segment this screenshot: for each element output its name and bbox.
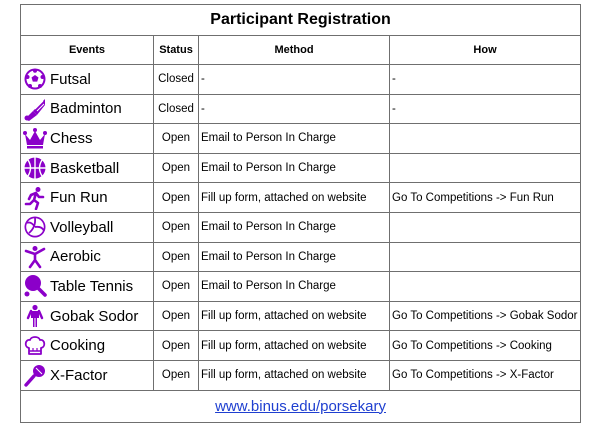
website-link[interactable]: www.binus.edu/porsekary	[215, 397, 386, 415]
status-cell: Open	[154, 183, 199, 213]
event-name: Aerobic	[50, 248, 101, 266]
volleyball-icon	[22, 214, 48, 240]
status-cell: Open	[154, 153, 199, 183]
event-name: Basketball	[50, 159, 120, 177]
event-name: Badminton	[50, 100, 122, 118]
event-name: Volleyball	[50, 218, 114, 236]
microphone-icon	[22, 362, 48, 388]
method-cell: Email to Person In Charge	[199, 242, 390, 272]
registration-sheet	[20, 4, 580, 423]
status-cell: Closed	[154, 65, 199, 95]
how-cell	[390, 212, 581, 242]
basketball-icon	[22, 155, 48, 181]
method-cell: Email to Person In Charge	[199, 212, 390, 242]
table-row	[21, 124, 581, 154]
status-cell: Open	[154, 360, 199, 390]
method-cell: -	[199, 94, 390, 124]
how-cell: Go To Competitions -> X-Factor	[390, 360, 581, 390]
how-cell: -	[390, 65, 581, 95]
event-cell	[21, 153, 154, 183]
aerobic-figure-icon	[22, 244, 48, 270]
crown-icon	[22, 125, 48, 151]
status-cell: Open	[154, 242, 199, 272]
event-name: X-Factor	[50, 366, 108, 384]
table-row	[21, 301, 581, 331]
table-row	[21, 360, 581, 390]
event-name: Chess	[50, 129, 93, 147]
event-name: Cooking	[50, 337, 106, 355]
event-cell	[21, 94, 154, 124]
how-cell	[390, 124, 581, 154]
table-row	[21, 65, 581, 95]
runner-icon	[22, 185, 48, 211]
event-cell	[21, 301, 154, 331]
method-cell: Email to Person In Charge	[199, 124, 390, 154]
event-cell	[21, 65, 154, 95]
table-row	[21, 183, 581, 213]
table-row	[21, 242, 581, 272]
method-cell: Email to Person In Charge	[199, 153, 390, 183]
futsal-ball-icon	[22, 66, 48, 92]
event-cell	[21, 272, 154, 302]
method-cell: Fill up form, attached on website	[199, 183, 390, 213]
method-cell: Fill up form, attached on website	[199, 360, 390, 390]
event-name: Fun Run	[50, 189, 108, 207]
event-cell	[21, 242, 154, 272]
event-cell	[21, 124, 154, 154]
header-events: Events	[21, 36, 154, 65]
table-row	[21, 212, 581, 242]
event-cell	[21, 331, 154, 361]
event-cell	[21, 360, 154, 390]
status-cell: Open	[154, 301, 199, 331]
status-cell: Open	[154, 272, 199, 302]
header-status: Status	[154, 36, 199, 65]
method-cell: Email to Person In Charge	[199, 272, 390, 302]
registration-table	[20, 4, 581, 423]
shuttlecock-icon	[22, 96, 48, 122]
table-tennis-icon	[22, 273, 48, 299]
how-cell: -	[390, 94, 581, 124]
header-how: How	[390, 36, 581, 65]
header-method: Method	[199, 36, 390, 65]
method-cell: Fill up form, attached on website	[199, 331, 390, 361]
status-cell: Open	[154, 212, 199, 242]
table-body	[21, 65, 581, 391]
table-row	[21, 331, 581, 361]
event-cell	[21, 212, 154, 242]
footer-cell	[21, 390, 581, 422]
status-cell: Closed	[154, 94, 199, 124]
method-cell: -	[199, 65, 390, 95]
event-cell	[21, 183, 154, 213]
event-name: Futsal	[50, 70, 91, 88]
standing-figure-icon	[22, 303, 48, 329]
table-row	[21, 272, 581, 302]
table-row	[21, 153, 581, 183]
how-cell	[390, 153, 581, 183]
page-title: Participant Registration	[21, 5, 581, 36]
table-row	[21, 94, 581, 124]
status-cell: Open	[154, 124, 199, 154]
event-name: Gobak Sodor	[50, 307, 139, 325]
how-cell: Go To Competitions -> Fun Run	[390, 183, 581, 213]
how-cell	[390, 272, 581, 302]
how-cell: Go To Competitions -> Gobak Sodor	[390, 301, 581, 331]
event-name: Table Tennis	[50, 277, 134, 295]
method-cell: Fill up form, attached on website	[199, 301, 390, 331]
how-cell	[390, 242, 581, 272]
how-cell: Go To Competitions -> Cooking	[390, 331, 581, 361]
chef-hat-icon	[22, 333, 48, 359]
status-cell: Open	[154, 331, 199, 361]
